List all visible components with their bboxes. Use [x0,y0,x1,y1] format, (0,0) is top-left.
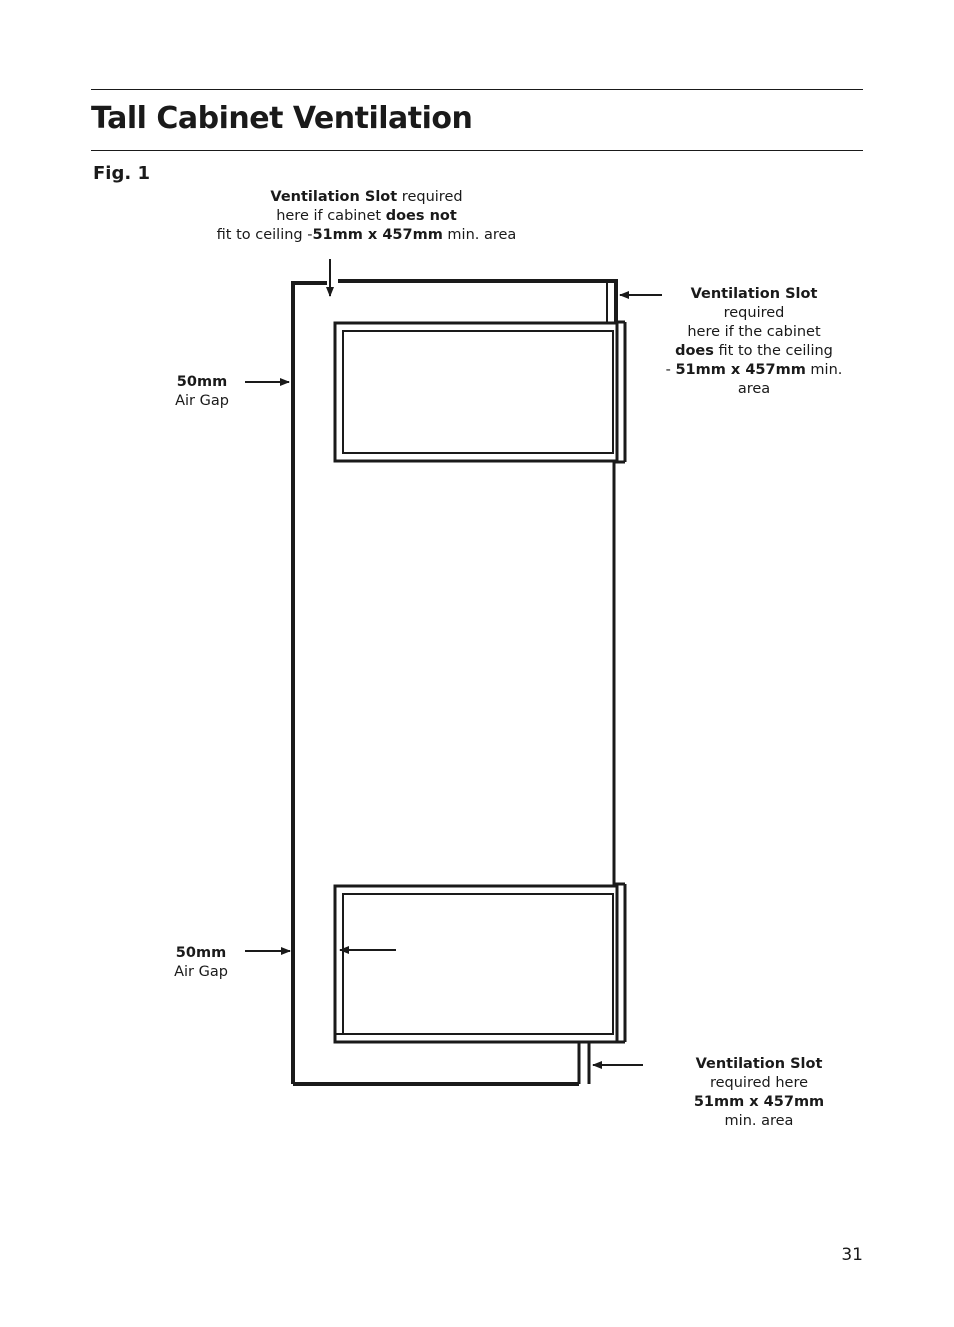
air-gap-top-label: 50mm Air Gap [175,374,229,409]
figure-label: Fig. 1 [93,163,150,184]
page-title: Tall Cabinet Ventilation [91,101,473,136]
air-gap-bottom-label: 50mm Air Gap [174,945,228,980]
upper-appliance-housing [335,322,625,462]
pointer-arrows [245,259,662,1065]
lower-appliance-housing [335,884,625,1042]
page-number: 31 [841,1245,863,1265]
plinth-vent-slot [579,1042,589,1084]
top-ventilation-slot-caption: Ventilation Slot required here if cabinet does not fit to ceiling -51mm x 457mm min. area [216,189,517,243]
right-top-ventilation-slot-caption: Ventilation Slot required here if the cabinet does fit to the ceiling - 51mm x 457mm min. area [665,286,843,397]
plinth-ventilation-slot-caption: Ventilation Slot required here 51mm x 457mm min. area [693,1056,825,1129]
tall-cabinet-outline [293,281,616,1084]
